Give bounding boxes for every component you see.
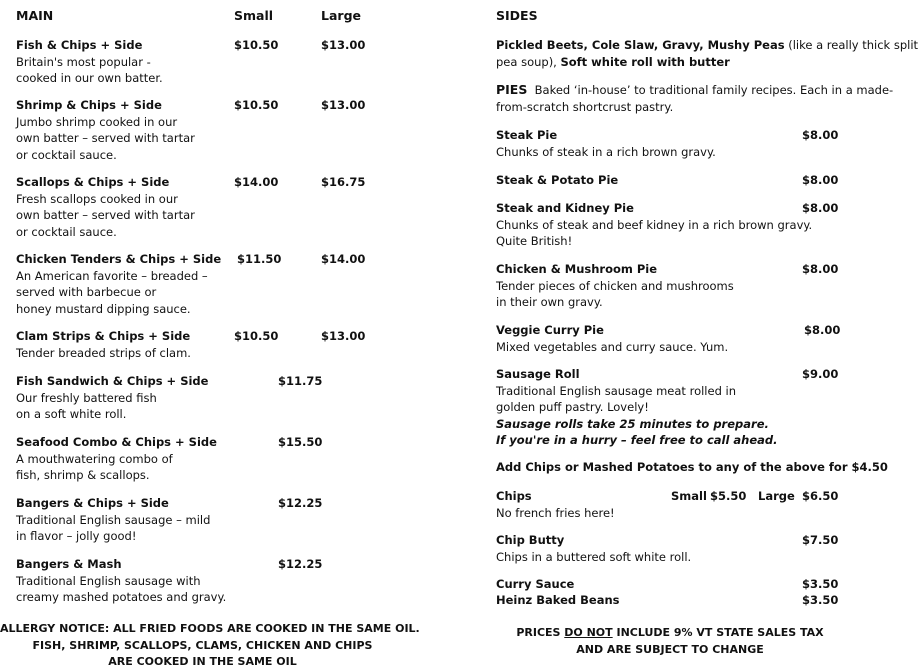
- item-price: $8.00: [802, 201, 839, 215]
- item-name: Chip Butty: [496, 533, 565, 547]
- pies-intro-text: Baked ‘in-house’ to traditional family recipes. Each in a made-: [534, 83, 894, 97]
- small-column-header: Small: [234, 8, 274, 23]
- item-desc: Tender breaded strips of clam.: [16, 345, 191, 360]
- tax-text: AND ARE SUBJECT TO CHANGE: [576, 642, 764, 656]
- item-desc: Chunks of steak in a rich brown gravy.: [496, 144, 716, 159]
- sides-note: pea soup),: [496, 54, 561, 69]
- pie-item-veggie-curry: [496, 322, 728, 355]
- item-price-small: $10.50: [234, 98, 279, 112]
- add-on-note: Add Chips or Mashed Potatoes to any of the above for $4.50: [496, 460, 888, 474]
- item-name: Shrimp & Chips + Side: [16, 98, 162, 112]
- item-desc: or cocktail sauce.: [16, 224, 117, 239]
- tax-text: INCLUDE 9% VT STATE SALES TAX: [612, 626, 824, 639]
- item-desc: creamy mashed potatoes and gravy.: [16, 590, 227, 604]
- item-name: Clam Strips & Chips + Side: [16, 329, 191, 343]
- item-desc: in flavor – jolly good!: [16, 529, 137, 543]
- allergy-line: ALLERGY NOTICE: ALL FRIED FOODS ARE COOKED IN THE SAME OIL.: [0, 622, 420, 635]
- tax-notice: [470, 625, 870, 658]
- sides-header: SIDES: [496, 8, 538, 23]
- item-price-small: $10.50: [234, 329, 279, 343]
- pie-item-chicken-mushroom: [496, 261, 734, 311]
- curry-sauce-item: Curry Sauce: [496, 577, 575, 591]
- item-name: Scallops & Chips + Side: [16, 175, 170, 189]
- item-desc: Quite British!: [496, 234, 573, 248]
- sausage-roll-item: [496, 366, 778, 449]
- chips-small-price: $5.50: [710, 489, 747, 503]
- item-desc: fish, shrimp & scallops.: [16, 468, 150, 482]
- item-desc: own batter – served with tartar: [16, 131, 195, 145]
- item-name: Sausage Roll: [496, 367, 580, 381]
- item-desc: An American favorite – breaded –: [16, 268, 208, 283]
- sides-list: [496, 37, 918, 70]
- item-price: $12.25: [278, 496, 323, 510]
- item-desc: A mouthwatering combo of: [16, 451, 173, 466]
- item-desc: or cocktail sauce.: [16, 147, 117, 162]
- allergy-line: ARE COOKED IN THE SAME OIL: [108, 655, 297, 668]
- item-desc: Mixed vegetables and curry sauce. Yum.: [496, 339, 729, 354]
- sides-names: Pickled Beets, Cole Slaw, Gravy, Mushy Peas: [496, 38, 785, 52]
- menu-item-shrimp-chips: [16, 97, 195, 163]
- item-price-small: $14.00: [234, 175, 279, 189]
- item-price-large: $13.00: [321, 38, 366, 52]
- item-price: $12.25: [278, 557, 323, 571]
- menu-item-clam-strips: [16, 328, 191, 361]
- pie-item-steak-kidney: [496, 200, 812, 250]
- item-price: $8.00: [802, 262, 839, 276]
- item-price: $8.00: [802, 173, 839, 187]
- allergy-line: FISH, SHRIMP, SCALLOPS, CLAMS, CHICKEN AND CHIPS: [32, 638, 373, 652]
- chips-small-label: Small: [671, 489, 707, 503]
- item-desc: golden puff pastry. Lovely!: [496, 400, 649, 414]
- baked-beans-item: Heinz Baked Beans: [496, 593, 620, 607]
- item-name: Steak and Kidney Pie: [496, 201, 634, 215]
- item-desc: Fresh scallops cooked in our: [16, 191, 178, 206]
- chips-large-price: $6.50: [802, 489, 839, 503]
- item-price-small: $11.50: [237, 252, 282, 266]
- item-price-large: $13.00: [321, 98, 366, 112]
- pie-item-steak: [496, 127, 716, 160]
- item-price: $11.75: [278, 374, 323, 388]
- chips-large-label: Large: [758, 489, 795, 503]
- item-desc: No french fries here!: [496, 505, 615, 520]
- item-name: Chips: [496, 489, 532, 503]
- item-name: Chicken Tenders & Chips + Side: [16, 252, 222, 266]
- pies-intro-text: from-scratch shortcrust pastry.: [496, 99, 674, 114]
- item-desc: Traditional English sausage with: [16, 573, 201, 588]
- tax-do-not: DO NOT: [564, 626, 613, 639]
- item-desc: Our freshly battered fish: [16, 390, 157, 405]
- chips-item: [496, 488, 615, 521]
- item-desc: on a soft white roll.: [16, 407, 127, 421]
- sausage-roll-note: If you're in a hurry – feel free to call ahead.: [496, 433, 778, 447]
- item-price-large: $16.75: [321, 175, 366, 189]
- item-desc: served with barbecue or: [16, 285, 157, 299]
- pies-header: PIES: [496, 82, 528, 97]
- item-name: Bangers & Chips + Side: [16, 496, 169, 510]
- sides-note: (like a really thick split: [784, 38, 918, 52]
- main-header: MAIN: [16, 8, 54, 23]
- item-price-large: $14.00: [321, 252, 366, 266]
- item-price: $3.50: [802, 593, 839, 607]
- item-price: $8.00: [802, 128, 839, 142]
- item-desc: Chunks of steak and beef kidney in a rich brown gravy.: [496, 217, 813, 232]
- item-desc: cooked in our own batter.: [16, 71, 163, 85]
- item-price: $15.50: [278, 435, 323, 449]
- item-desc: Jumbo shrimp cooked in our: [16, 114, 178, 129]
- item-name: Chicken & Mushroom Pie: [496, 262, 658, 276]
- item-desc: own batter – served with tartar: [16, 208, 195, 222]
- item-price: $9.00: [802, 367, 839, 381]
- menu-item-scallops-chips: [16, 174, 195, 240]
- item-desc: in their own gravy.: [496, 295, 603, 309]
- item-price: $3.50: [802, 577, 839, 591]
- item-desc: Britain's most popular -: [16, 54, 151, 69]
- menu-item-bangers-mash: [16, 556, 226, 606]
- item-name: Fish Sandwich & Chips + Side: [16, 374, 209, 388]
- item-name: Bangers & Mash: [16, 557, 122, 571]
- allergy-notice: [0, 621, 420, 671]
- item-name: Fish & Chips + Side: [16, 38, 143, 52]
- item-name: Seafood Combo & Chips + Side: [16, 435, 217, 449]
- item-desc: Traditional English sausage meat rolled in: [496, 383, 737, 398]
- sausage-roll-note: Sausage rolls take 25 minutes to prepare.: [496, 416, 769, 431]
- item-name: Veggie Curry Pie: [496, 323, 604, 337]
- item-price: $8.00: [804, 323, 841, 337]
- menu-item-fish-chips: [16, 37, 163, 87]
- item-price: $7.50: [802, 533, 839, 547]
- item-name: Steak Pie: [496, 128, 558, 142]
- tax-text: PRICES: [516, 626, 565, 639]
- item-name: Steak & Potato Pie: [496, 173, 619, 187]
- menu-item-bangers-chips: [16, 495, 210, 545]
- item-desc: Traditional English sausage – mild: [16, 512, 211, 527]
- sides-roll: Soft white roll with butter: [560, 54, 730, 69]
- large-column-header: Large: [321, 8, 361, 23]
- item-price-small: $10.50: [234, 38, 279, 52]
- item-price-large: $13.00: [321, 329, 366, 343]
- chip-butty-item: [496, 532, 691, 565]
- menu-item-seafood-combo: [16, 434, 217, 484]
- item-desc: Tender pieces of chicken and mushrooms: [496, 278, 734, 293]
- pie-item-steak-potato: [496, 172, 618, 189]
- menu-item-fish-sandwich: [16, 373, 208, 423]
- item-desc: honey mustard dipping sauce.: [16, 301, 191, 316]
- menu-item-chicken-tenders: [16, 251, 221, 317]
- item-desc: Chips in a buttered soft white roll.: [496, 549, 692, 564]
- pies-intro: [496, 82, 893, 115]
